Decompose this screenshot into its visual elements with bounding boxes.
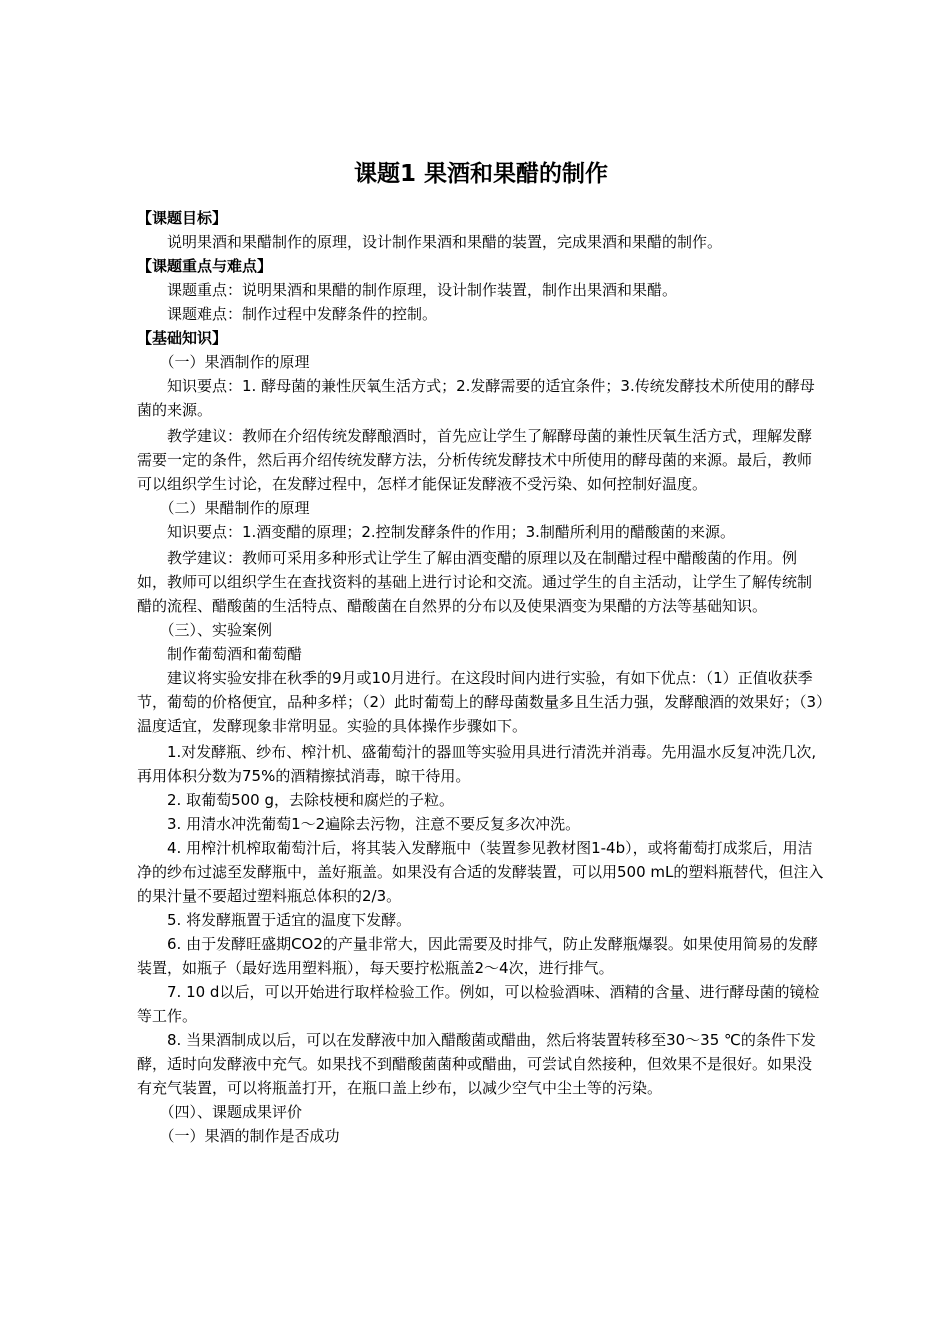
step-item: 2. 取葡萄500 g，去除枝梗和腐烂的子粒。 bbox=[167, 791, 455, 809]
difficult-point: 课题难点：制作过程中发酵条件的控制。 bbox=[167, 305, 438, 323]
step-item: 3. 用清水冲洗葡萄1～2遍除去污物，注意不要反复多次冲洗。 bbox=[167, 815, 581, 833]
part4-sub-heading: （一）果酒的制作是否成功 bbox=[159, 1127, 340, 1145]
page-title: 课题1 果酒和果醋的制作 bbox=[353, 161, 608, 187]
part1-suggestion: 教学建议：教师在介绍传统发酵酿酒时，首先应让学生了解酵母菌的兼性厌氧生活方式，理解发酵需要一定的条件，然后再介绍传统发酵方法，分析传统发酵技术中所使用的酵母菌的来源。最后，教师可以组织学生讨论，在发酵过程中，怎样才能保证发酵液不受污染、如何控制好温度。 bbox=[137, 427, 813, 493]
part3-heading: （三）、实验案例 bbox=[159, 621, 273, 639]
part3-intro: 建议将实验安排在秋季的9月或10月进行。在这段时间内进行实验，有如下优点：（1）正值收获季节，葡萄的价格便宜，品种多样；（2）此时葡萄上的酵母菌数量多且生活力强，发酵酿酒的效果好；（3）温度适宜，发酵现象非常明显。实验的具体操作步骤如下。 bbox=[137, 669, 824, 735]
basics-heading: 【基础知识】 bbox=[137, 329, 228, 347]
part2-knowledge: 知识要点：1.酒变醋的原理；2.控制发酵条件的作用；3.制醋所利用的醋酸菌的来源。 bbox=[167, 523, 735, 541]
part2-heading: （二）果醋制作的原理 bbox=[159, 499, 310, 517]
step-item: 1.对发酵瓶、纱布、榨汁机、盛葡萄汁的器皿等实验用具进行清洗并消毒。先用温水反复冲洗几次,再用体积分数为75%的酒精擦拭消毒，晾干待用。 bbox=[137, 743, 817, 785]
step-item: 8. 当果酒制成以后，可以在发酵液中加入醋酸菌或醋曲，然后将装置转移至30～35 ℃的条件下发酵，适时向发酵液中充气。如果找不到醋酸菌菌种或醋曲，可尝试自然接种，但效果不是很好。如果没有充气装置，可以将瓶盖打开，在瓶口盖上纱布，以减少空气中尘土等的污染。 bbox=[137, 1031, 816, 1097]
key-point: 课题重点：说明果酒和果醋的制作原理，设计制作装置，制作出果酒和果醋。 bbox=[167, 281, 678, 299]
document-content bbox=[137, 156, 825, 1148]
key-heading: 【课题重点与难点】 bbox=[137, 257, 273, 275]
part3-subtitle: 制作葡萄酒和葡萄醋 bbox=[167, 645, 303, 663]
step-item: 4. 用榨汁机榨取葡萄汁后，将其装入发酵瓶中（装置参见教材图1-4b），或将葡萄打成浆后，用洁净的纱布过滤至发酵瓶中，盖好瓶盖。如果没有合适的发酵装置，可以用500 mL的塑料瓶替代，但注入的果汁量不要超过塑料瓶总体积的2/3。 bbox=[137, 839, 824, 905]
part2-suggestion: 教学建议：教师可采用多种形式让学生了解由酒变醋的原理以及在制醋过程中醋酸菌的作用。例如，教师可以组织学生在查找资料的基础上进行讨论和交流。通过学生的自主活动，让学生了解传统制醋的流程、醋酸菌的生活特点、醋酸菌在自然界的分布以及使果酒变为果醋的方法等基础知识。 bbox=[137, 549, 813, 615]
goal-heading: 【课题目标】 bbox=[137, 209, 228, 227]
step-item: 5. 将发酵瓶置于适宜的温度下发酵。 bbox=[167, 911, 412, 929]
step-item: 6. 由于发酵旺盛期CO2的产量非常大，因此需要及时排气，防止发酵瓶爆裂。如果使用简易的发酵装置，如瓶子（最好选用塑料瓶），每天要拧松瓶盖2～4次，进行排气。 bbox=[137, 935, 818, 977]
part1-heading: （一）果酒制作的原理 bbox=[159, 353, 310, 371]
part1-knowledge: 知识要点：1. 酵母菌的兼性厌氧生活方式；2.发酵需要的适宜条件；3.传统发酵技术所使用的酵母菌的来源。 bbox=[137, 377, 815, 419]
goal-text: 说明果酒和果醋制作的原理，设计制作果酒和果醋的装置，完成果酒和果醋的制作。 bbox=[167, 233, 723, 251]
step-item: 7. 10 d以后，可以开始进行取样检验工作。例如，可以检验酒味、酒精的含量、进行酵母菌的镜检等工作。 bbox=[137, 983, 820, 1025]
part4-heading: （四）、课题成果评价 bbox=[159, 1103, 303, 1121]
